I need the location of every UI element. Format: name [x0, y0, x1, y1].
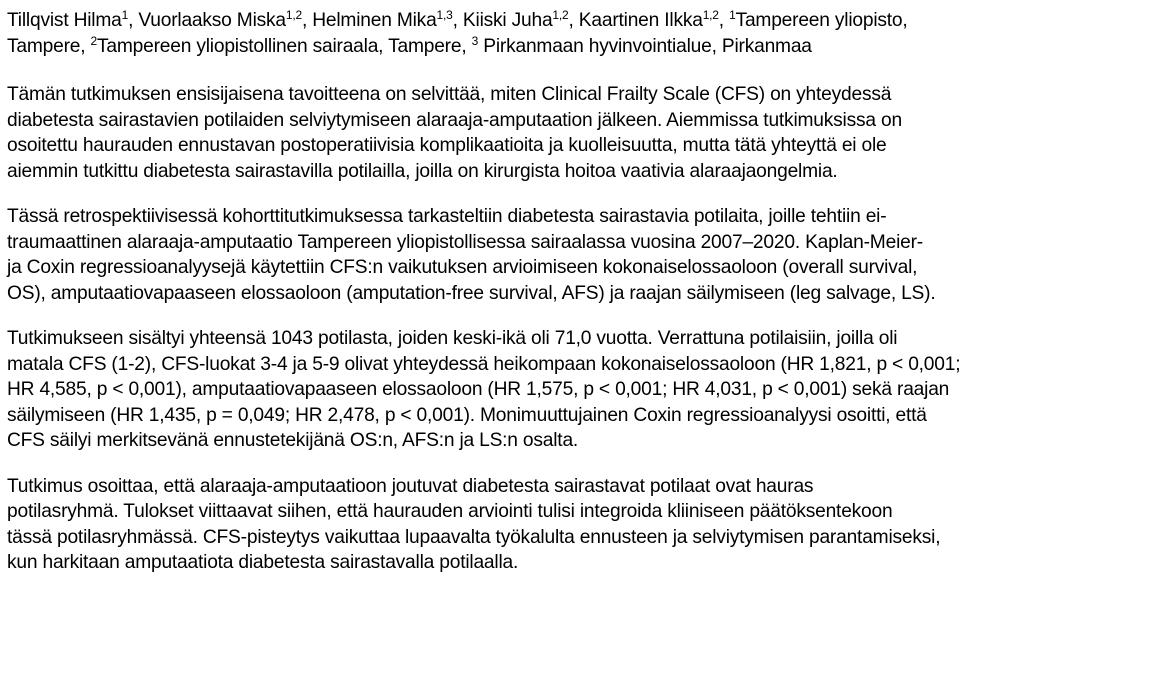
- author-text: ,: [718, 10, 730, 31]
- text-line: tässä potilasryhmässä. CFS-pisteytys vaikuttaa lupaavalta työkalulta ennusteen ja selviytymisen parantamiseksi,: [7, 526, 941, 548]
- author-line-1: [7, 8, 1145, 34]
- affiliation-marker: 1,2: [702, 8, 719, 22]
- paragraph-conclusion: [7, 474, 1145, 576]
- text-line: matala CFS (1-2), CFS-luokat 3-4 ja 5-9 olivat yhteydessä heikompaan kokonaiselossaoloon (HR 1,821, p < 0,001;: [7, 353, 961, 375]
- paragraph-methods: [7, 204, 1145, 306]
- affiliation-marker: 3: [471, 33, 479, 48]
- affiliation-marker: 2: [90, 33, 97, 48]
- text-line: HR 4,585, p < 0,001), amputaatiovapaaseen elossaoloon (HR 1,575, p < 0,001; HR 4,031, p < 0,001) sekä raajan: [7, 379, 950, 400]
- text-line: diabetesta sairastavien potilaiden selviytymiseen alaraaja-amputaation jälkeen. Aiemmissa tutkimuksissa on: [7, 109, 902, 131]
- text-line: osoitettu haurauden ennustavan postoperatiivisia komplikaatioita ja kuolleisuutta, mutta tätä yhteyttä ei ole: [7, 135, 887, 156]
- text-line: CFS säilyi merkitsevänä ennustetekijänä OS:n, AFS:n ja LS:n osalta.: [7, 430, 579, 451]
- text-line: Tutkimukseen sisältyi yhteensä 1043 potilasta, joiden keski-ikä oli 71,0 vuotta. Verrattuna potilaisiin, joilla oli: [7, 328, 898, 349]
- text-line: ja Coxin regressioanalyysejä käytettiin CFS:n vaikutuksen arvioimiseen kokonaiselossaoloon (overall survival,: [7, 257, 918, 278]
- text-line: kun harkitaan amputaatiota diabetesta sairastavalla potilaalla.: [7, 552, 519, 573]
- paragraph-results: [7, 326, 1145, 454]
- text-line: Tässä retrospektiivisessä kohorttitutkimuksessa tarkasteltiin diabetesta sairastavia potilaita, joille tehtiin ei-: [7, 206, 887, 227]
- author-text: Tampereen yliopistollinen sairaala, Tampere,: [97, 35, 472, 57]
- affiliation-marker: 1,3: [436, 8, 453, 22]
- text-line: Tutkimus osoittaa, että alaraaja-amputaatioon joutuvat diabetesta sairastavat potilaat ovat hauras: [7, 475, 814, 497]
- author-text: Pirkanmaan hyvinvointialue, Pirkanmaa: [478, 35, 812, 57]
- author-text: , Helminen Mika: [301, 10, 437, 31]
- author-text: , Kaartinen Ilkka: [568, 10, 703, 31]
- affiliation-marker: 1,2: [552, 8, 569, 22]
- author-text: , Kiiski Juha: [452, 10, 553, 31]
- affiliation-marker: 1: [121, 8, 129, 22]
- author-affiliations: [7, 8, 1145, 59]
- author-text: , Vuorlaakso Miska: [128, 10, 286, 31]
- text-line: traumaattinen alaraaja-amputaatio Tampereen yliopistollisessa sairaalassa vuosina 2007–2020. Kaplan-Meier-: [7, 231, 923, 253]
- text-line: potilasryhmä. Tulokset viittaavat siihen, että haurauden arviointi tulisi integroida kliiniseen päätöksentekoon: [7, 501, 893, 522]
- text-line: säilymiseen (HR 1,435, p = 0,049; HR 2,478, p < 0,001). Monimuuttujainen Coxin regressioanalyysi osoitti, että: [7, 404, 927, 426]
- affiliation-marker: 1: [729, 8, 736, 22]
- text-line: Tämän tutkimuksen ensisijaisena tavoitteena on selvittää, miten Clinical Frailty Scale (CFS) on yhteydessä: [7, 84, 892, 105]
- affiliation-marker: 1,2: [285, 8, 302, 22]
- author-text: Tillqvist Hilma: [7, 10, 122, 31]
- author-line-2: [7, 34, 1145, 60]
- author-text: Tampereen yliopisto,: [735, 10, 908, 31]
- text-line: aiemmin tutkittu diabetesta sairastavilla potilailla, joilla on kirurgista hoitoa vaativia alaraajaongelmia.: [7, 160, 838, 182]
- text-line: OS), amputaatiovapaaseen elossaoloon (amputation-free survival, AFS) ja raajan säilymiseen (leg salvage, LS).: [7, 282, 936, 304]
- paragraph-objective: [7, 82, 1145, 184]
- author-text: Tampere,: [7, 35, 91, 57]
